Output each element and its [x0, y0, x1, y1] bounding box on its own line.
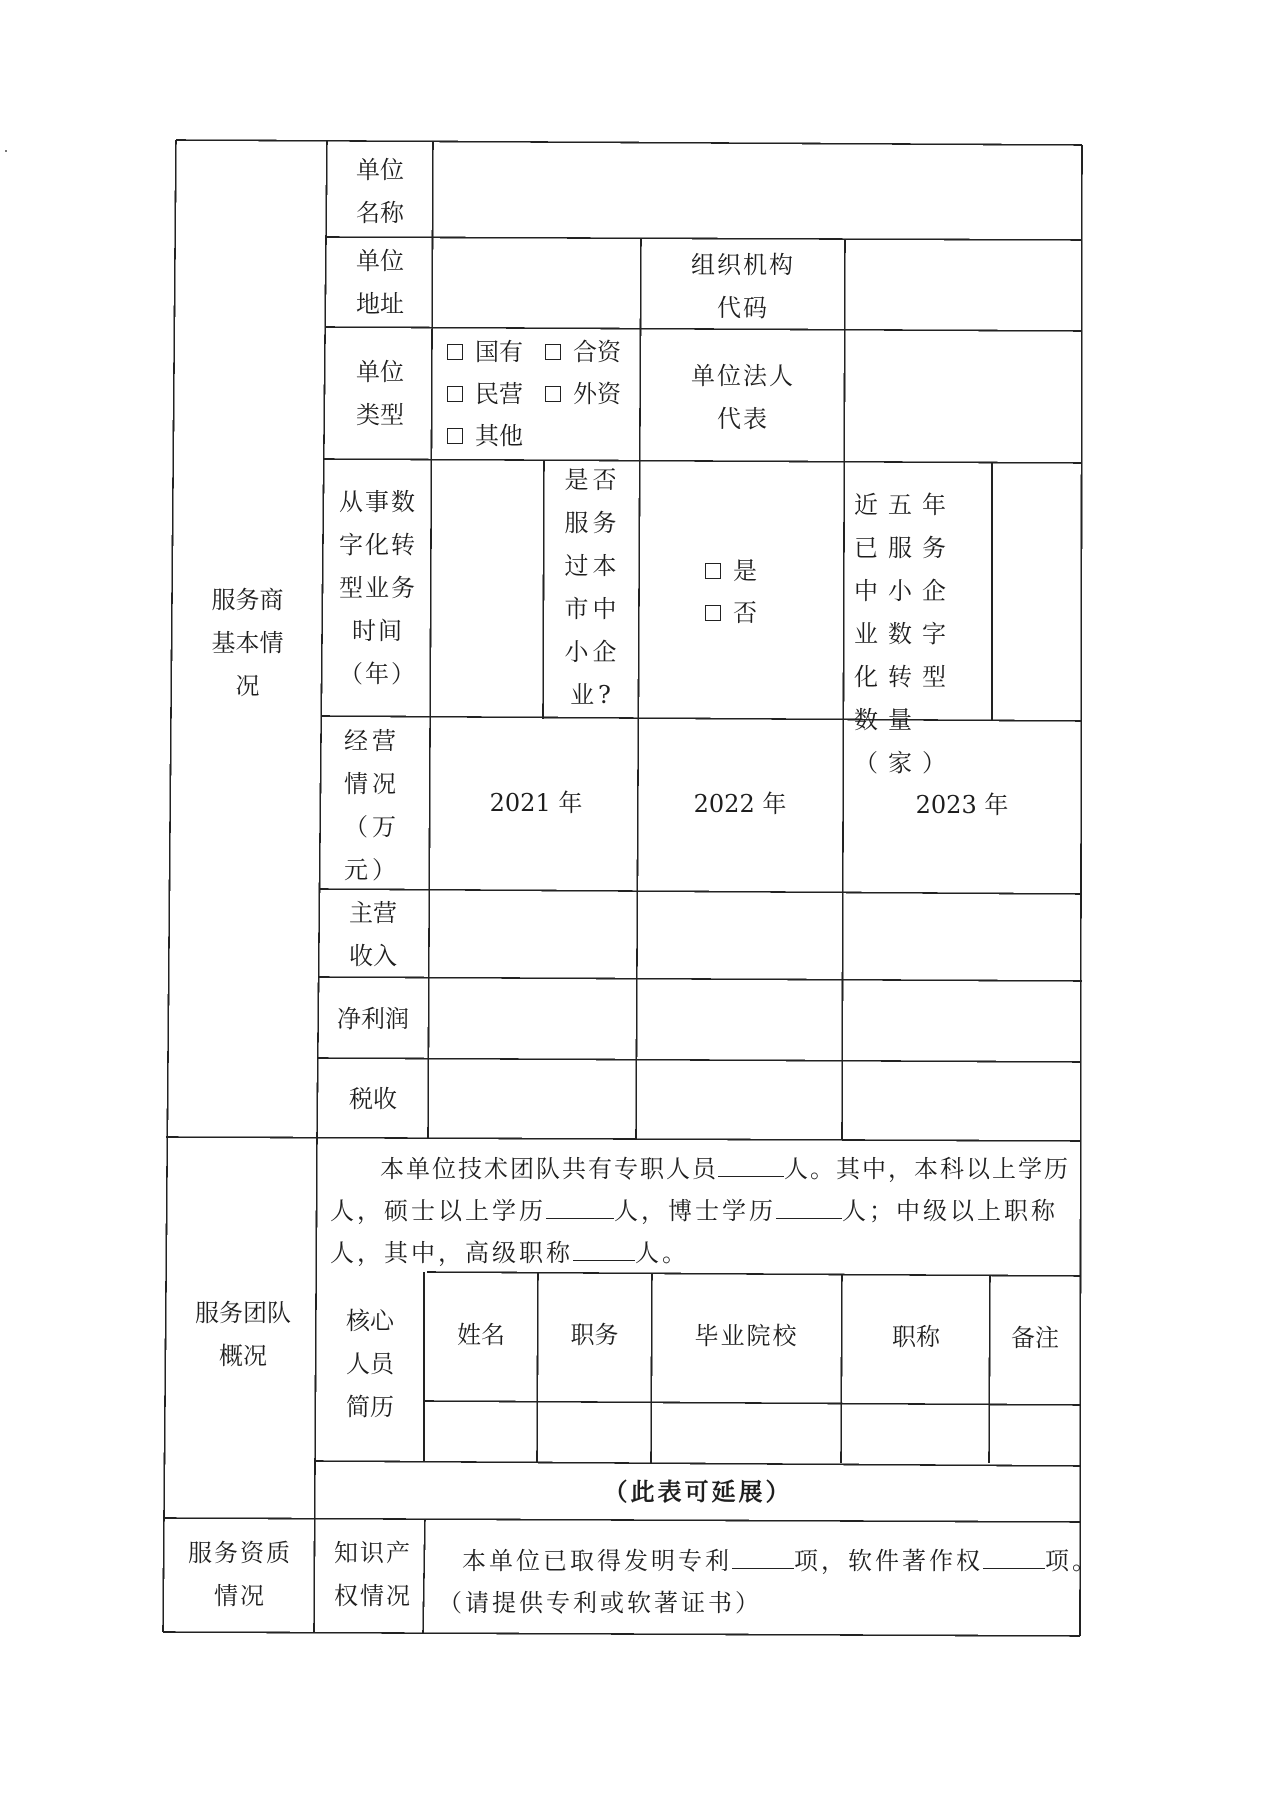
software-copyright-blank[interactable]	[983, 1542, 1045, 1569]
core-staff-label: 核心人员简历	[346, 1307, 394, 1421]
tax-label: 税收	[349, 1085, 397, 1113]
served-sme-label: 是否服务过本市中小企业?	[564, 466, 621, 709]
ip-line2: （请提供专利或软著证书）	[438, 1589, 762, 1617]
master-staff-blank[interactable]	[546, 1192, 614, 1219]
senior-title-blank[interactable]	[573, 1234, 635, 1261]
phd-staff-blank[interactable]	[776, 1192, 842, 1219]
checkbox-icon	[447, 428, 463, 444]
checkbox-icon	[705, 563, 721, 579]
fulltime-staff-blank[interactable]	[718, 1150, 784, 1177]
operations-label: 经营情况（万元）	[344, 727, 400, 884]
unit-type-option-other[interactable]: 其他	[447, 415, 523, 458]
unit-type-option-state-owned[interactable]: 国有	[447, 331, 523, 374]
ip-line1: 本单位已取得发明专利 项，软件著作权 项。	[462, 1540, 1099, 1583]
unit-type-option-private[interactable]: 民营	[447, 373, 523, 416]
year-2023: 2023 年	[915, 791, 1009, 819]
unit-type-option-foreign[interactable]: 外资	[545, 373, 621, 416]
legal-rep-label: 单位法人代表	[691, 362, 795, 433]
checkbox-icon	[705, 605, 721, 621]
team-paragraph-line3: 人，其中，高级职称 人。	[330, 1232, 689, 1275]
unit-address-label: 单位地址	[356, 247, 404, 318]
served-sme-no[interactable]: 否	[705, 592, 757, 635]
business-years-label: 从事数字化转型业务时间（年）	[339, 488, 417, 688]
org-code-label: 组织机构代码	[691, 251, 795, 322]
year-2022: 2022 年	[693, 790, 787, 818]
section-team-label: 服务团队概况	[195, 1299, 291, 1370]
net-profit-label: 净利润	[337, 1005, 409, 1033]
served-sme-yes[interactable]: 是	[705, 550, 757, 593]
ip-label: 知识产权情况	[334, 1539, 412, 1610]
col-title: 职称	[892, 1323, 940, 1351]
served-count-label: 近五年已服务中小企业数字化转型数量（家）	[854, 491, 956, 777]
section-qualification-label: 服务资质情况	[188, 1539, 292, 1610]
checkbox-icon	[447, 386, 463, 402]
unit-name-label: 单位名称	[356, 156, 404, 227]
extend-note: （此表可延展）	[603, 1477, 793, 1506]
unit-type-option-joint-venture[interactable]: 合资	[545, 331, 621, 374]
col-school: 毕业院校	[694, 1322, 799, 1350]
checkbox-icon	[545, 344, 561, 360]
main-revenue-label: 主营收入	[349, 899, 397, 970]
section-basic-label: 服务商基本情况	[211, 586, 284, 700]
unit-type-label: 单位类型	[356, 358, 404, 429]
year-2021: 2021 年	[489, 789, 583, 817]
team-paragraph-line2: 人，硕士以上学历 人，博士学历 人；中级以上职称	[330, 1190, 1058, 1233]
checkbox-icon	[447, 344, 463, 360]
col-name: 姓名	[457, 1321, 505, 1349]
col-position: 职务	[570, 1321, 619, 1349]
checkbox-icon	[545, 386, 561, 402]
col-remarks: 备注	[1011, 1324, 1059, 1352]
team-paragraph-line1: 本单位技术团队共有专职人员 人。其中，本科以上学历	[380, 1148, 1070, 1191]
patent-count-blank[interactable]	[732, 1542, 794, 1569]
